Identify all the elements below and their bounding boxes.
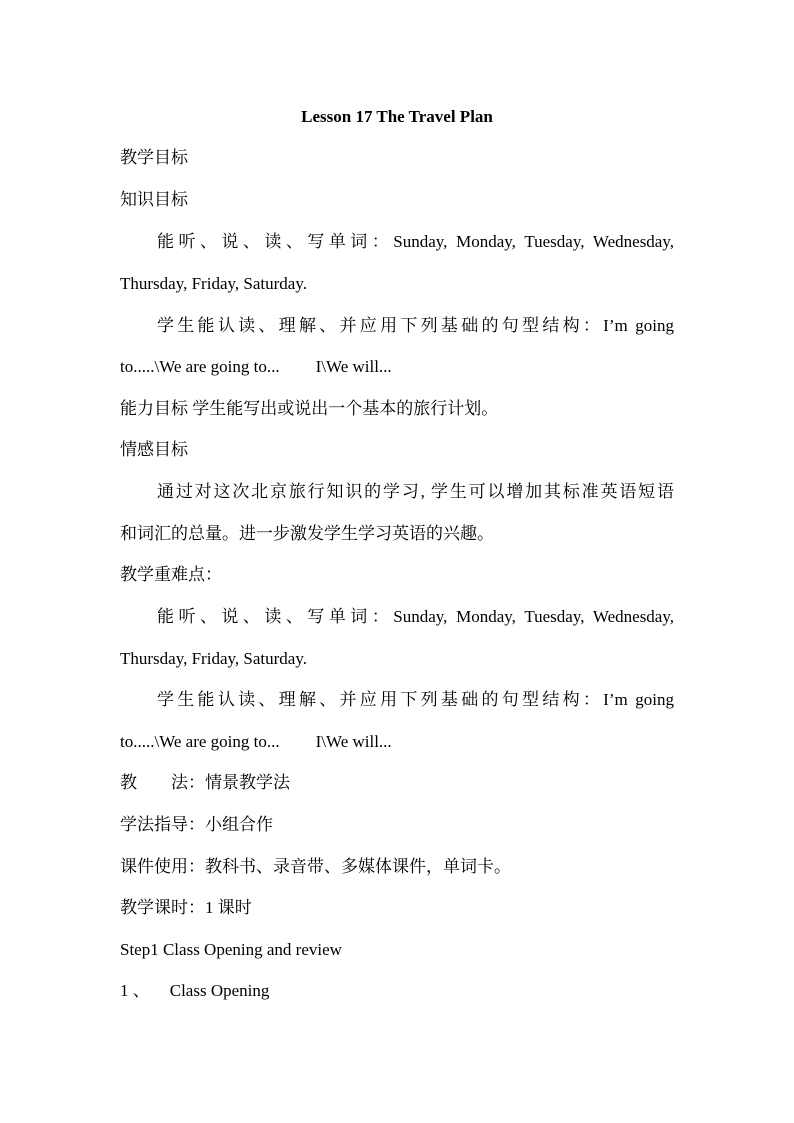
key-points-sentences-line-2 bbox=[120, 728, 392, 756]
heading-knowledge-goals: 知识目标 bbox=[120, 190, 188, 209]
knowledge-words-line-2: Thursday, Friday, Saturday. bbox=[120, 274, 307, 293]
key-points-sentences-line-1: 学生能认读、理解、并应用下列基础的句型结构：I’m going bbox=[157, 690, 674, 709]
key-points-sentence-going-to: to.....\We are going to... bbox=[120, 732, 280, 751]
heading-key-points: 教学重难点： bbox=[120, 565, 222, 584]
knowledge-sentence-going-to: to.....\We are going to... bbox=[120, 357, 280, 376]
key-points-sentence-will: I\We will... bbox=[315, 732, 392, 751]
knowledge-sentences-line-1: 学生能认读、理解、并应用下列基础的句型结构：I’m going bbox=[157, 316, 674, 335]
lesson-title: Lesson 17 The Travel Plan bbox=[301, 107, 493, 126]
heading-ability-goals: 能力目标 bbox=[120, 399, 188, 418]
knowledge-sentence-will: I\We will... bbox=[315, 357, 392, 376]
ability-goals-line bbox=[120, 395, 498, 423]
heading-emotion-goals: 情感目标 bbox=[120, 440, 188, 459]
teaching-method-value: 法：情景教学法 bbox=[171, 773, 290, 792]
knowledge-sentences-line-2 bbox=[120, 353, 392, 381]
materials-line: 课件使用：教科书、录音带、多媒体课件，单词卡。 bbox=[120, 857, 511, 876]
emotion-line-2: 和词汇的总量。进一步激发学生学习英语的兴趣。 bbox=[120, 524, 494, 543]
knowledge-words-line-1: 能听、说、读、写单词：Sunday, Monday, Tuesday, Wednesday, bbox=[157, 232, 674, 251]
key-points-words-line-1: 能听、说、读、写单词：Sunday, Monday, Tuesday, Wednesday, bbox=[157, 607, 674, 626]
class-hours-line: 教学课时：1 课时 bbox=[120, 898, 252, 917]
step1-heading: Step1 Class Opening and review bbox=[120, 940, 342, 959]
learning-guidance-line: 学法指导：小组合作 bbox=[120, 815, 273, 834]
step1-item-1-text: Class Opening bbox=[169, 981, 270, 1000]
key-points-words-line-2: Thursday, Friday, Saturday. bbox=[120, 649, 307, 668]
heading-teaching-goals: 教学目标 bbox=[120, 148, 188, 167]
ability-goals-text: 学生能写出或说出一个基本的旅行计划。 bbox=[192, 399, 499, 418]
step1-item-1-number: 1 、 bbox=[120, 981, 150, 1000]
emotion-line-1: 通过对这次北京旅行知识的学习, 学生可以增加其标准英语短语 bbox=[157, 482, 674, 501]
teaching-method-line bbox=[120, 769, 290, 797]
teaching-method-label: 教 bbox=[120, 773, 137, 792]
step1-item-1 bbox=[120, 977, 269, 1005]
